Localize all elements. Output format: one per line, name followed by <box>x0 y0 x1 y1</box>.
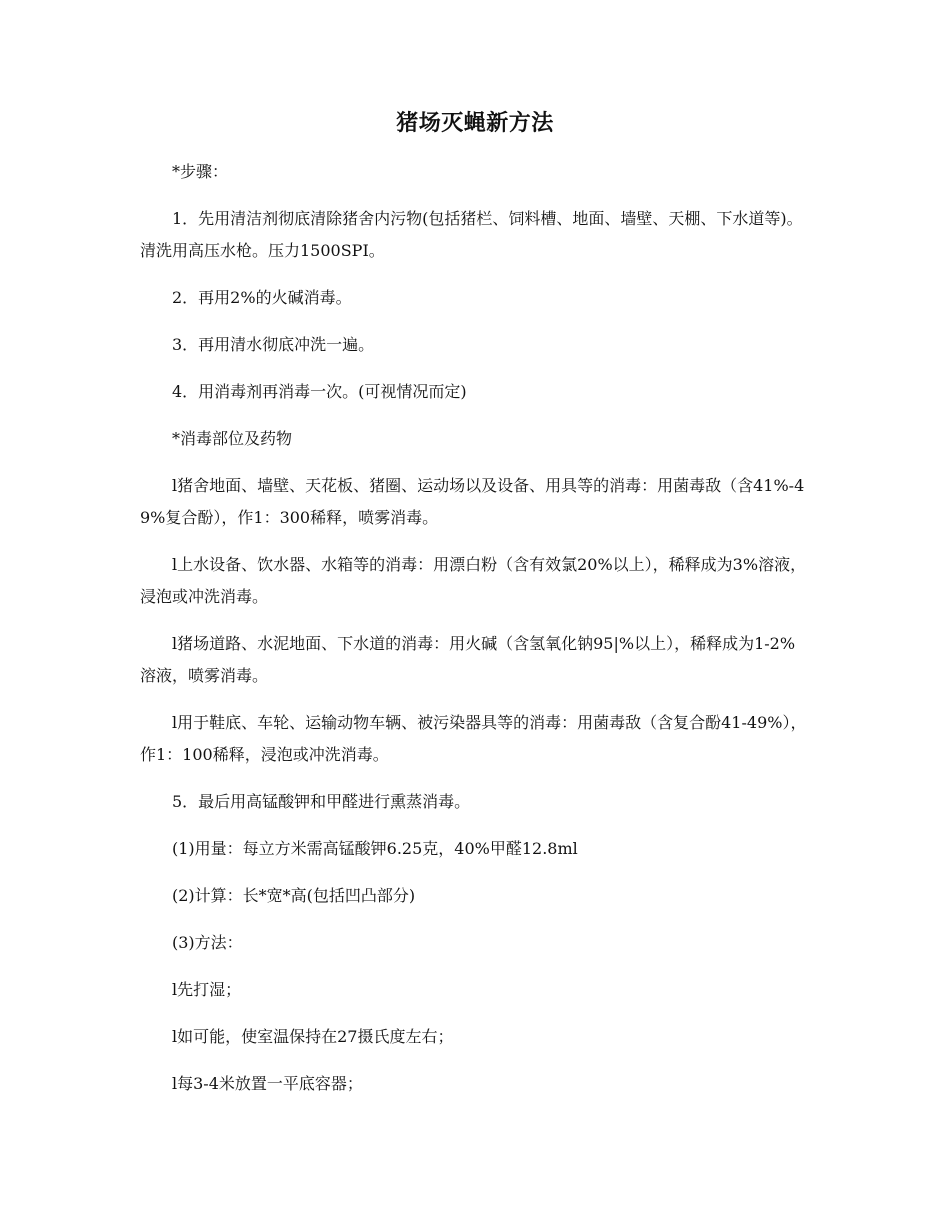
disinfection-item-water: l上水设备、饮水器、水箱等的消毒：用漂白粉（含有效氯20%以上），稀释成为3%溶液，浸泡或冲洗消毒。 <box>140 555 807 606</box>
disinfection-item-shoes: l用于鞋底、车轮、运输动物车辆、被污染器具等的消毒：用菌毒敌（含复合酚41-49%），作1：100稀释，浸泡或冲洗消毒。 <box>140 713 807 764</box>
method-item-temperature: l如可能，使室温保持在27摄氏度左右； <box>172 1027 454 1046</box>
disinfection-item-road: l猪场道路、水泥地面、下水道的消毒：用火碱（含氢氧化钠95|%以上），稀释成为1-2%溶液，喷雾消毒。 <box>140 634 796 685</box>
section-heading-disinfection: *消毒部位及药物 <box>172 429 293 448</box>
step-1: 1．先用清洁剂彻底清除猪舍内污物(包括猪栏、饲料槽、地面、墙壁、天棚、下水道等)。清洗用高压水枪。压力1500SPI。 <box>140 209 803 260</box>
fumigation-method-heading: (3)方法： <box>172 933 243 952</box>
method-item-container: l每3-4米放置一平底容器； <box>172 1074 363 1093</box>
step-3: 3．再用清水彻底冲洗一遍。 <box>172 335 375 354</box>
step-5: 5．最后用高锰酸钾和甲醛进行熏蒸消毒。 <box>172 792 471 811</box>
step-4: 4．用消毒剂再消毒一次。(可视情况而定) <box>172 382 467 401</box>
fumigation-calculation: (2)计算：长*宽*高(包括凹凸部分) <box>172 886 416 905</box>
document-title: 猪场灭蝇新方法 <box>396 110 554 136</box>
disinfection-item-floor: l猪舍地面、墙壁、天花板、猪圈、运动场以及设备、用具等的消毒：用菌毒敌（含41%-49%复合酚），作1：300稀释，喷雾消毒。 <box>140 476 805 527</box>
section-heading-steps: *步骤： <box>172 162 229 181</box>
fumigation-dosage: (1)用量：每立方米需高锰酸钾6.25克，40%甲醛12.8ml <box>172 839 578 858</box>
method-item-wet: l先打湿； <box>172 980 242 999</box>
step-2: 2．再用2%的火碱消毒。 <box>172 288 352 307</box>
